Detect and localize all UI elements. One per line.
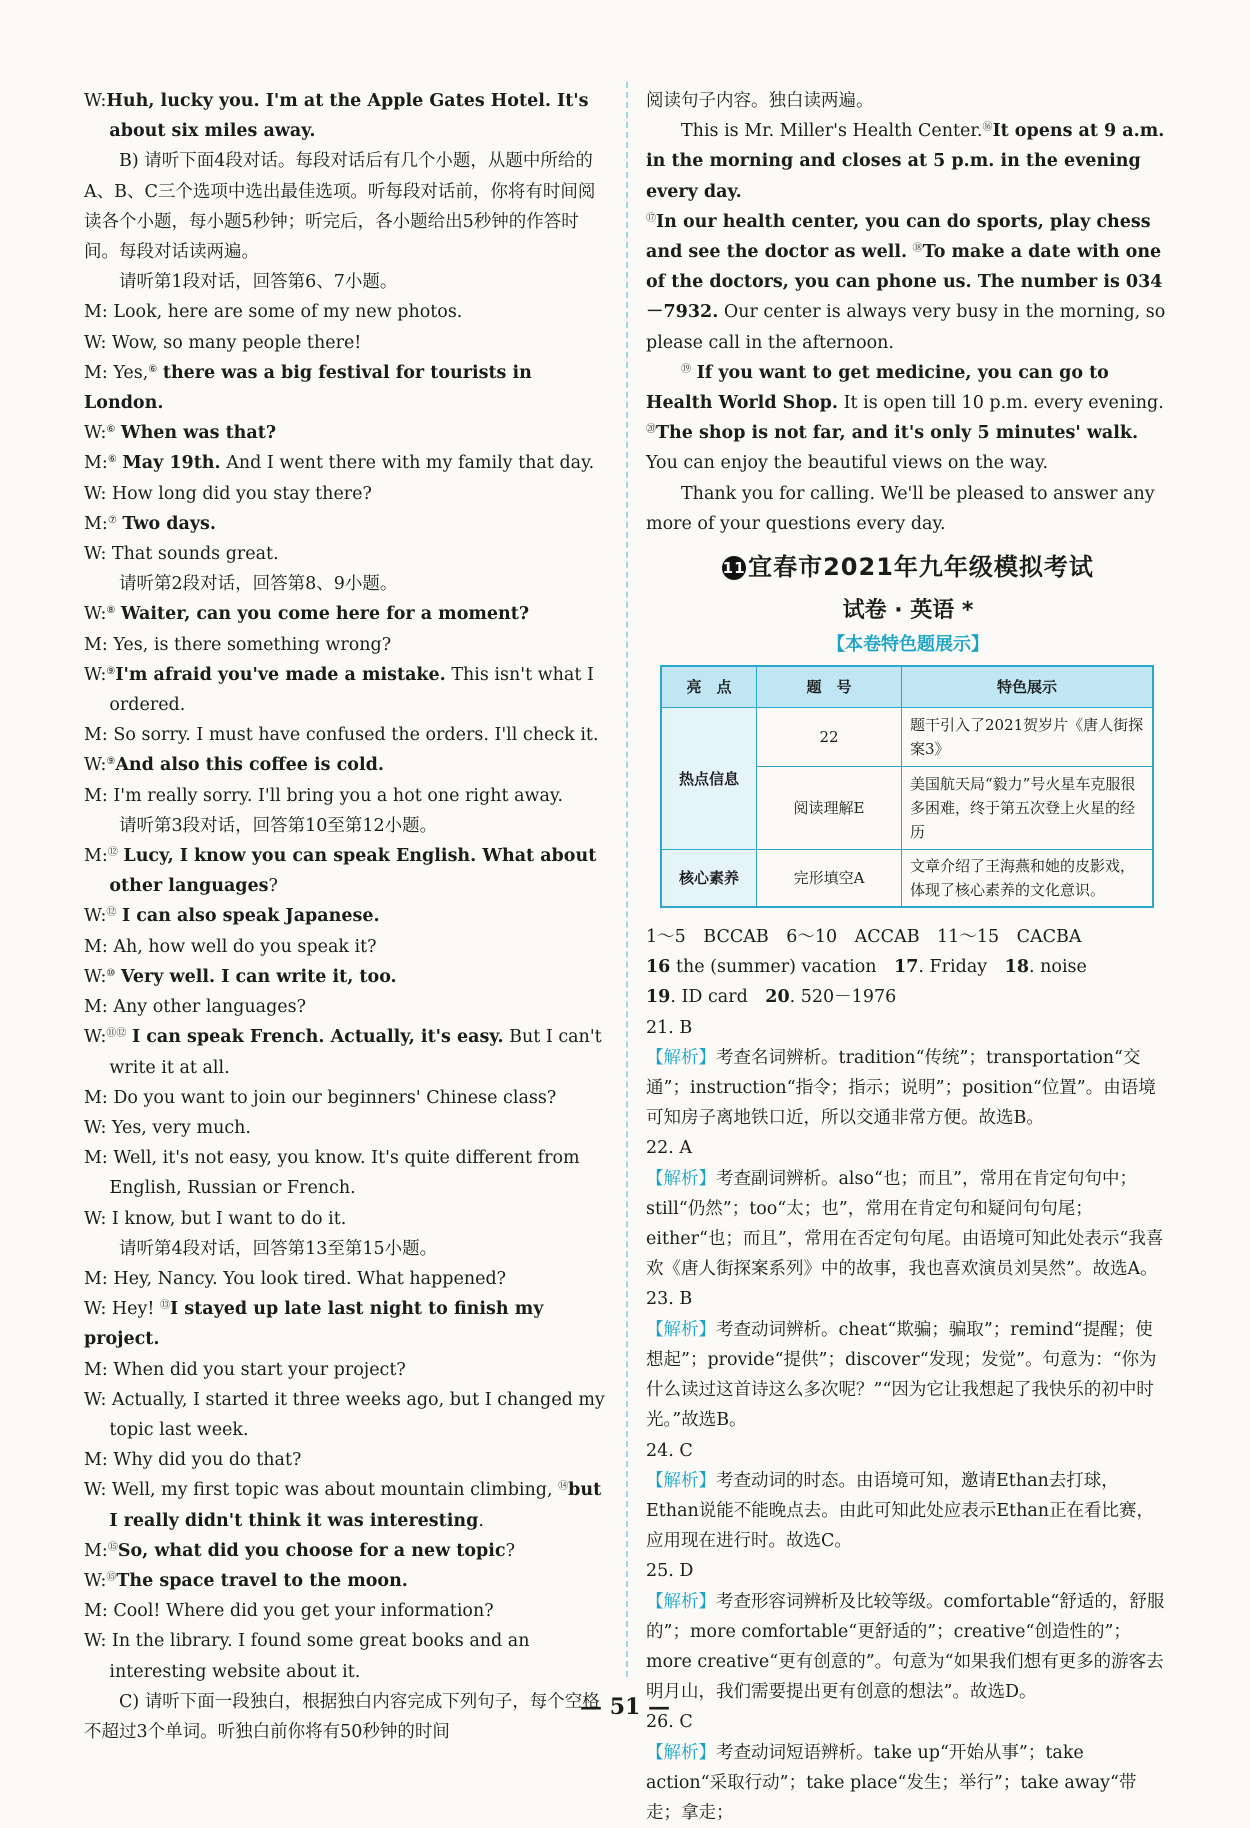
- question-marker: ⑨: [106, 665, 116, 677]
- dialogue-line: W:⑮The space travel to the moon.: [84, 1570, 408, 1591]
- dialogue-line: M:⑦ Two days.: [84, 513, 216, 534]
- analysis: 【解析】考查副词辨析。also“也；而且”，常用在肯定句句中；still“仍然”；too“太；也”，常用在肯定句和疑问句句尾；either“也；而且”，常用在否定句句尾。由语境可知此处表示“我喜欢《唐人街探案系列》中的故事，我也喜欢演员刘昊然”。故选A。: [646, 1168, 1164, 1280]
- question-marker: ⑯: [982, 122, 993, 134]
- question-marker: ⑬: [160, 1300, 171, 1312]
- analysis: 【解析】考查形容词辨析及比较等级。comfortable“舒适的，舒服的”；more comfortable“更舒适的”；creative“创造性的”；more creative“更有创意的”。句意为“如果我们想有更多的游客去明月山，我们需要提出更有创意的想法”。故选D。: [646, 1591, 1165, 1703]
- dialogue-line: Huh, lucky you. I'm at the Apple Gates Hotel. It's about six miles away.: [106, 91, 589, 142]
- feature-table: [660, 665, 1154, 908]
- feature-title: 【本卷特色题展示】: [827, 634, 989, 656]
- question-marker: ⑲: [681, 363, 691, 375]
- dialogue-line: M:⑥ May 19th. And I went there with my family that day.: [84, 453, 595, 474]
- instruction-continued: 阅读句子内容。独白读两遍。: [646, 91, 874, 111]
- monologue-paragraph: ⑰In our health center, you can do sports, play chess and see the doctor as well. ⑱To make a date with one of the doctors, you can phone us. The number is 034－7932. Our center is always very busy in the morning, so please call in the afternoon.: [646, 211, 1166, 353]
- analysis: 【解析】考查动词短语辨析。take up“开始从事”；take action“采取行动”；take place“发生；举行”；take away“带走；拿走；: [646, 1742, 1137, 1823]
- dialogue-line: W:⑩ Very well. I can write it, too.: [84, 966, 397, 987]
- highlight-cell: 热点信息: [661, 708, 757, 850]
- dialogue-line: M: I'm really sorry. I'll bring you a hot one right away.: [84, 785, 564, 806]
- dialogue-line: M: Why did you do that?: [84, 1450, 302, 1471]
- exam-subtitle: 试卷 · 英语 *: [842, 598, 974, 624]
- dialogue-line: W: Yes, very much.: [84, 1117, 251, 1138]
- question-marker: ⑩: [106, 967, 116, 979]
- answer-number: 23. B: [646, 1289, 693, 1310]
- dialogue-line: W:⑫ I can also speak Japanese.: [84, 906, 380, 927]
- exam-title: 11 宜春市2021年九年级模拟考试: [722, 553, 1094, 582]
- answer-line: 16 the (summer) vacation 17. Friday 18. noise: [646, 957, 1087, 978]
- monologue-paragraph: Thank you for calling. We'll be pleased to answer any more of your questions every day.: [646, 483, 1155, 534]
- dialogue-line: M: Well, it's not easy, you know. It's quite different from English, Russian or French.: [84, 1148, 580, 1199]
- question-marker: ⑦: [107, 514, 117, 526]
- table-row: [661, 850, 1153, 908]
- question-marker: ⑧: [106, 605, 116, 617]
- question-marker: ⑮: [106, 1571, 117, 1583]
- dialogue-line: M: Any other languages?: [84, 997, 306, 1018]
- answer-line: 1～5 BCCAB 6～10 ACCAB 11～15 CACBA: [646, 927, 1082, 948]
- question-number-cell: 阅读理解E: [757, 767, 902, 850]
- analysis: 【解析】考查动词辨析。cheat“欺骗；骗取”；remind“提醒；使想起”；provide“提供”；discover“发现；发觉”。句意为：“你为什么读过这首诗这么多次呢？”“因为它让我想起了我快乐的初中时光。”故选B。: [646, 1319, 1157, 1431]
- table-header: 题 号: [757, 666, 902, 708]
- answer-number: 25. D: [646, 1561, 694, 1582]
- dialogue-line: M: Yes, is there something wrong?: [84, 634, 392, 655]
- dialogue-line: W: In the library. I found some great books and an interesting website about it.: [84, 1631, 530, 1682]
- question-marker: ⑱: [912, 243, 923, 255]
- conversation-instruction: 请听第3段对话，回答第10至第12小题。: [119, 815, 438, 836]
- answer-number: 26. C: [646, 1712, 693, 1733]
- dialogue-line: W: Well, my first topic was about mountain climbing, ⑭but I really didn't think it was interesting.: [84, 1480, 602, 1531]
- section-instructions: B) 请听下面4段对话。每段对话后有几个小题，从题中所给的A、B、C三个选项中选出最佳选项。听每段对话前，你将有时间阅读各个小题，每小题5秒钟；听完后，各小题给出5秒钟的作答时间。每段对话读两遍。: [84, 151, 596, 263]
- feature-cell: 美国航天局“毅力”号火星车克服很多困难，终于第五次登上火星的经历: [902, 767, 1154, 850]
- answer-number: 22. A: [646, 1138, 693, 1159]
- answer-line: 19. ID card 20. 520－1976: [646, 987, 897, 1008]
- dialogue-line: W:⑪⑫ I can speak French. Actually, it's easy. But I can't write it at all.: [84, 1027, 602, 1078]
- question-marker: ⑭: [558, 1481, 569, 1493]
- right-column: [646, 86, 1170, 1828]
- question-marker: ⑳: [646, 424, 656, 436]
- dialogue-line: M: Look, here are some of my new photos.: [84, 302, 463, 323]
- dialogue-line: M: Hey, Nancy. You look tired. What happened?: [84, 1268, 507, 1289]
- dialogue-line: W: That sounds great.: [84, 544, 279, 565]
- feature-cell: 文章介绍了王海燕和她的皮影戏，体现了核心素养的文化意识。: [902, 850, 1154, 908]
- table-row: [661, 708, 1153, 767]
- table-header-row: [661, 666, 1153, 708]
- page-number: — 51 —: [580, 1694, 670, 1720]
- question-marker: ⑨: [106, 756, 116, 768]
- table-header: 特色展示: [902, 666, 1154, 708]
- answer-key: [646, 922, 1170, 1828]
- monologue-paragraph: This is Mr. Miller's Health Center.⑯It opens at 9 a.m. in the morning and closes at 5 p.m. in the evening every day.: [646, 121, 1165, 202]
- column-divider: [626, 82, 628, 1677]
- analysis: 【解析】考查名词辨析。tradition“传统”；transportation“交通”；instruction“指令；指示；说明”；position“位置”。由语境可知房子离地铁口近，所以交通非常方便。故选B。: [646, 1047, 1156, 1129]
- question-number-cell: 22: [757, 708, 902, 767]
- dialogue-line: M:⑫ Lucy, I know you can speak English. What about other languages?: [84, 846, 597, 897]
- dialogue-line: W:⑨And also this coffee is cold.: [84, 755, 384, 776]
- conversation-instruction: 请听第2段对话，回答第8、9小题。: [119, 574, 398, 595]
- dialogue-line: W:⑨I'm afraid you've made a mistake. This isn't what I ordered.: [84, 664, 594, 716]
- dialogue-line: M: Cool! Where did you get your information?: [84, 1601, 494, 1622]
- feature-cell: 题干引入了2021贺岁片《唐人街探案3》: [902, 708, 1154, 767]
- exam-number-badge: 11: [722, 556, 746, 580]
- left-column: [84, 86, 607, 1747]
- speaker: W:: [84, 91, 107, 111]
- question-marker: ⑰: [646, 212, 656, 224]
- analysis: 【解析】考查动词的时态。由语境可知，邀请Ethan去打球，Ethan说能不能晚点去。由此可知此处应表示Ethan正在看比赛，应用现在进行时。故选C。: [646, 1470, 1155, 1552]
- dialogue-line: W: Hey! ⑬I stayed up late last night to finish my project.: [84, 1299, 544, 1350]
- question-marker: ⑥: [107, 454, 117, 466]
- dialogue-line: M: When did you start your project?: [84, 1359, 406, 1380]
- table-header: 亮 点: [661, 666, 757, 708]
- dialogue-line: M:⑮So, what did you choose for a new topic?: [84, 1540, 515, 1561]
- question-marker: ⑫: [106, 907, 117, 919]
- dialogue-line: M: So sorry. I must have confused the orders. I'll check it.: [84, 725, 599, 746]
- dialogue-line: W:⑥ When was that?: [84, 423, 277, 444]
- dialogue-line: M: Ah, how well do you speak it?: [84, 936, 377, 957]
- conversation-instruction: 请听第4段对话，回答第13至第15小题。: [119, 1238, 438, 1259]
- highlight-cell: 核心素养: [661, 850, 757, 908]
- question-marker: ⑥: [106, 424, 116, 436]
- answer-number: 21. B: [646, 1017, 693, 1038]
- exam-header: [646, 547, 1170, 659]
- dialogue-line: W: I know, but I want to do it.: [84, 1208, 347, 1229]
- dialogue-line: W: Wow, so many people there!: [84, 332, 362, 353]
- dialogue-line: M: Do you want to join our beginners' Chinese class?: [84, 1087, 557, 1108]
- question-marker: ⑫: [107, 847, 118, 859]
- dialogue-line: W: Actually, I started it three weeks ago, but I changed my topic last week.: [84, 1389, 605, 1440]
- monologue-paragraph: ⑲ If you want to get medicine, you can go to Health World Shop. It is open till 10 p.m. every evening. ⑳The shop is not far, and it's only 5 minutes' walk. You can enjoy the beautiful views on the way.: [646, 362, 1164, 474]
- question-number-cell: 完形填空A: [757, 850, 902, 908]
- dialogue-line: M: Yes,⑥ there was a big festival for tourists in London.: [84, 362, 532, 414]
- question-marker: ⑥: [148, 363, 158, 375]
- dialogue-line: W:⑧ Waiter, can you come here for a moment?: [84, 604, 530, 625]
- section-instructions: C) 请听下面一段独白，根据独白内容完成下列句子，每个空格不超过3个单词。听独白前你将有50秒钟的时间: [84, 1691, 600, 1742]
- dialogue-line: W: How long did you stay there?: [84, 483, 372, 504]
- conversation-instruction: 请听第1段对话，回答第6、7小题。: [119, 272, 398, 293]
- answer-number: 24. C: [646, 1440, 693, 1461]
- question-marker: ⑪⑫: [106, 1028, 127, 1040]
- question-marker: ⑮: [107, 1541, 118, 1553]
